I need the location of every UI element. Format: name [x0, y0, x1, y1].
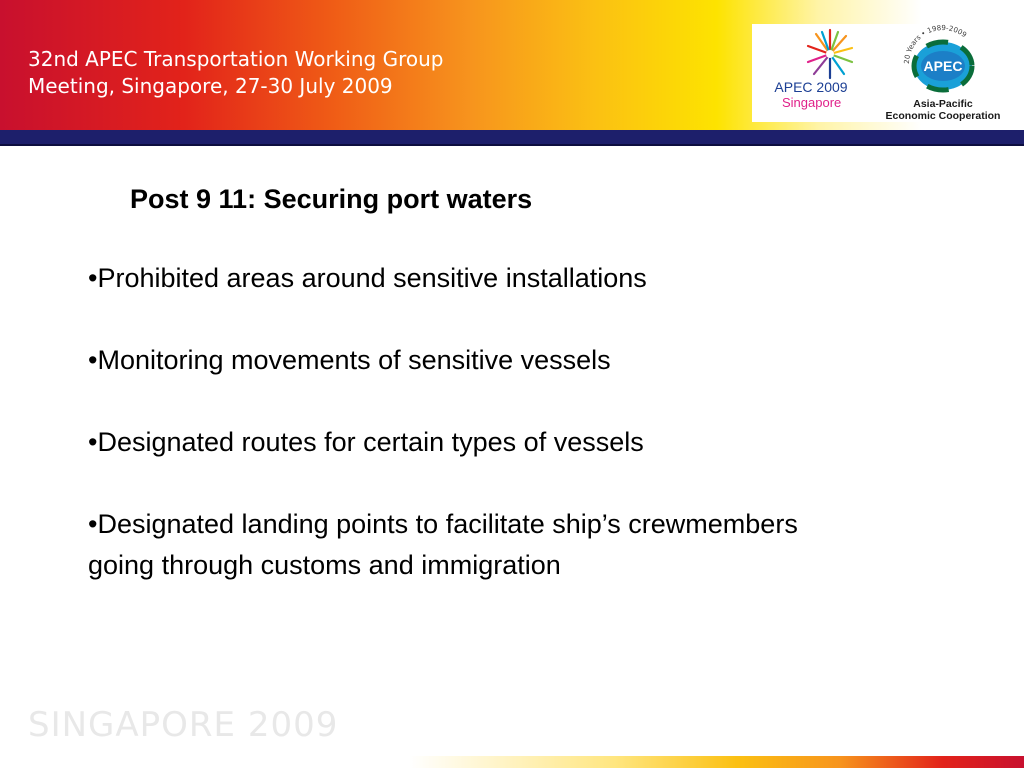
globe-icon [876, 24, 1010, 98]
footer-watermark: SINGAPORE 2009 [28, 705, 339, 745]
meeting-title-line2: Meeting, Singapore, 27-30 July 2009 [28, 74, 393, 98]
apec-years-text: 20 Years • 1989-2009 [902, 24, 969, 65]
bullet-item: •Prohibited areas around sensitive installations [88, 263, 647, 293]
apec-2009-singapore-logo [752, 24, 870, 122]
apec-caption [876, 98, 1010, 122]
apec-badge-text: APEC [923, 58, 963, 74]
apec-caption-line1: Asia-Pacific [913, 98, 973, 110]
slide-title: Post 9 11: Securing port waters [130, 184, 533, 214]
starburst-icon [752, 24, 870, 84]
meeting-title-line1: 32nd APEC Transportation Working Group [28, 47, 444, 71]
footer-gradient-bar [0, 756, 1024, 768]
apec-caption-line2: Economic Cooperation [885, 110, 1001, 122]
apec-globe-logo [876, 24, 1010, 122]
singapore-label: Singapore [782, 95, 842, 110]
header-divider-bar [0, 130, 1024, 146]
apec-2009-label: APEC 2009 [774, 79, 848, 95]
bullet-item: •Designated landing points to facilitate ship’s crewmembers going through customs and immigration [88, 509, 798, 580]
meeting-title [28, 46, 628, 100]
bullet-list [88, 258, 848, 627]
logo-area [752, 24, 1010, 122]
header-banner [0, 0, 1024, 130]
bullet-item: •Monitoring movements of sensitive vessels [88, 345, 611, 375]
bullet-item: •Designated routes for certain types of vessels [88, 427, 644, 457]
